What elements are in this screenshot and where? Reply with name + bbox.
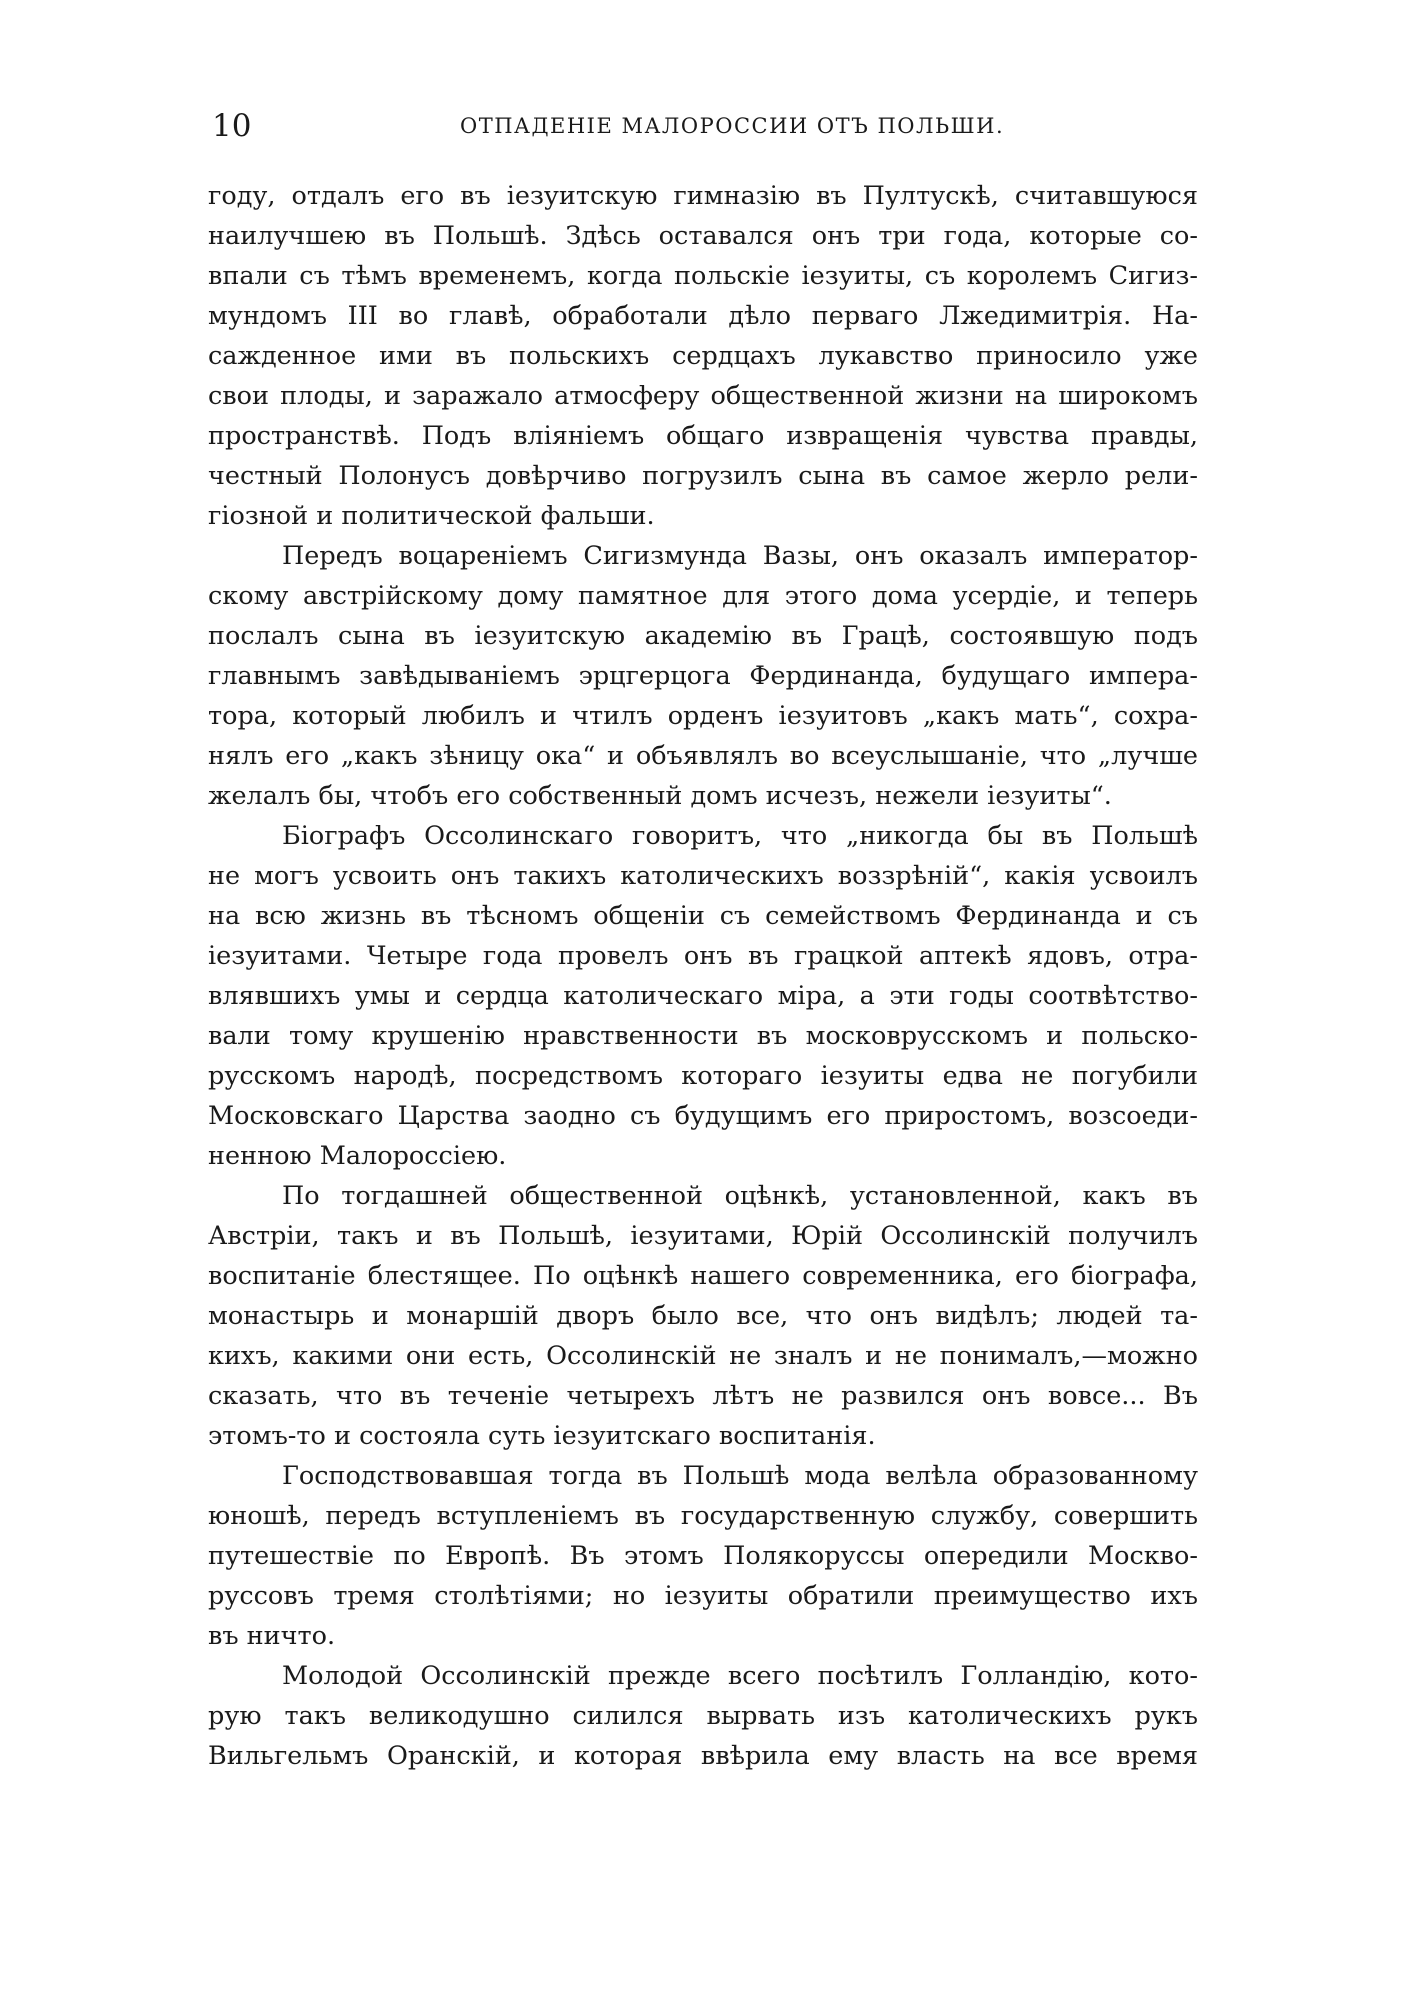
paragraph (208, 1656, 1198, 1776)
text-line: послалъ сына въ іезуитскую академію въ Грацѣ, состоявшую подъ (208, 621, 1198, 651)
text-line: Передъ воцареніемъ Сигизмунда Вазы, онъ оказалъ император- (282, 541, 1198, 571)
text-line: не могъ усвоить онъ такихъ католическихъ воззрѣній“, какія усвоилъ (208, 861, 1198, 891)
page-number: 10 (212, 108, 252, 144)
text-line: Молодой Оссолинскій прежде всего посѣтилъ Голландію, кото- (282, 1661, 1198, 1691)
text-line: честный Полонусъ довѣрчиво погрузилъ сына въ самое жерло рели- (208, 461, 1198, 491)
text-line: Біографъ Оссолинскаго говоритъ, что „никогда бы въ Польшѣ (282, 821, 1198, 851)
text-line: желалъ бы, чтобъ его собственный домъ исчезъ, нежели іезуиты“. (208, 781, 1112, 811)
text-line: путешествіе по Европѣ. Въ этомъ Полякоруссы опередили Москво- (208, 1541, 1198, 1571)
text-line: русскомъ народѣ, посредствомъ котораго іезуиты едва не погубили (208, 1061, 1198, 1091)
paragraph (208, 176, 1198, 536)
text-line: впали съ тѣмъ временемъ, когда польскіе іезуиты, съ королемъ Сигиз- (208, 261, 1198, 291)
running-head: ОТПАДЕНІЕ МАЛОРОССИИ ОТЪ ПОЛЬШИ. (460, 114, 1005, 138)
paragraph (208, 536, 1198, 816)
text-line: По тогдашней общественной оцѣнкѣ, установленной, какъ въ (282, 1181, 1198, 1211)
text-line: нялъ его „какъ зѣницу ока“ и объявлялъ во всеуслышаніе, что „лучше (208, 741, 1198, 771)
text-line: монастырь и монаршій дворъ было все, что онъ видѣлъ; людей та- (208, 1301, 1198, 1331)
text-line: скому австрійскому дому памятное для этого дома усердіе, и теперь (208, 581, 1198, 611)
paragraph (208, 1456, 1198, 1656)
text-line: на всю жизнь въ тѣсномъ общеніи съ семействомъ Фердинанда и съ (208, 901, 1198, 931)
text-line: главнымъ завѣдываніемъ эрцгерцога Фердинанда, будущаго импера- (208, 661, 1198, 691)
text-line: вали тому крушенію нравственности въ московрусскомъ и польско- (208, 1021, 1198, 1051)
text-line: сажденное ими въ польскихъ сердцахъ лукавство приносило уже (208, 341, 1198, 371)
text-line: воспитаніе блестящее. По оцѣнкѣ нашего современника, его біографа, (208, 1261, 1198, 1291)
paragraph (208, 816, 1198, 1176)
text-line: этомъ-то и состояла суть іезуитскаго воспитанія. (208, 1421, 876, 1451)
text-line: юношѣ, передъ вступленіемъ въ государственную службу, совершить (208, 1501, 1198, 1531)
text-line: іезуитами. Четыре года провелъ онъ въ грацкой аптекѣ ядовъ, отра- (208, 941, 1198, 971)
text-line: свои плоды, и заражало атмосферу общественной жизни на широкомъ (208, 381, 1198, 411)
text-line: рую такъ великодушно силился вырвать изъ католическихъ рукъ (208, 1701, 1198, 1731)
text-line: Московскаго Царства заодно съ будущимъ его приростомъ, возсоеди- (208, 1101, 1198, 1131)
text-line: гіозной и политической фальши. (208, 501, 655, 531)
text-line: тора, который любилъ и чтилъ орденъ іезуитовъ „какъ мать“, сохра- (208, 701, 1198, 731)
text-line: влявшихъ умы и сердца католическаго міра, а эти годы соотвѣтство- (208, 981, 1198, 1011)
text-line: ненною Малороссіею. (208, 1141, 507, 1171)
text-line: Австріи, такъ и въ Польшѣ, іезуитами, Юрій Оссолинскій получилъ (208, 1221, 1198, 1251)
text-line: Господствовавшая тогда въ Польшѣ мода велѣла образованному (282, 1461, 1198, 1491)
text-line: въ ничто. (208, 1621, 336, 1651)
text-line: кихъ, какими они есть, Оссолинскій не зналъ и не понималъ,—можно (208, 1341, 1198, 1371)
text-line: мундомъ III во главѣ, обработали дѣло перваго Лжедимитрія. На- (208, 301, 1198, 331)
text-line: сказать, что въ теченіе четырехъ лѣтъ не развился онъ вовсе... Въ (208, 1381, 1198, 1411)
text-line: наилучшею въ Польшѣ. Здѣсь оставался онъ три года, которые со- (208, 221, 1198, 251)
text-line: пространствѣ. Подъ вліяніемъ общаго извращенія чувства правды, (208, 421, 1198, 451)
text-line: году, отдалъ его въ іезуитскую гимназію въ Пултускѣ, считавшуюся (208, 181, 1198, 211)
paragraph (208, 1176, 1198, 1456)
text-body (208, 176, 1198, 1776)
text-line: руссовъ тремя столѣтіями; но іезуиты обратили преимущество ихъ (208, 1581, 1198, 1611)
text-line: Вильгельмъ Оранскій, и которая ввѣрила ему власть на все время (208, 1741, 1198, 1771)
